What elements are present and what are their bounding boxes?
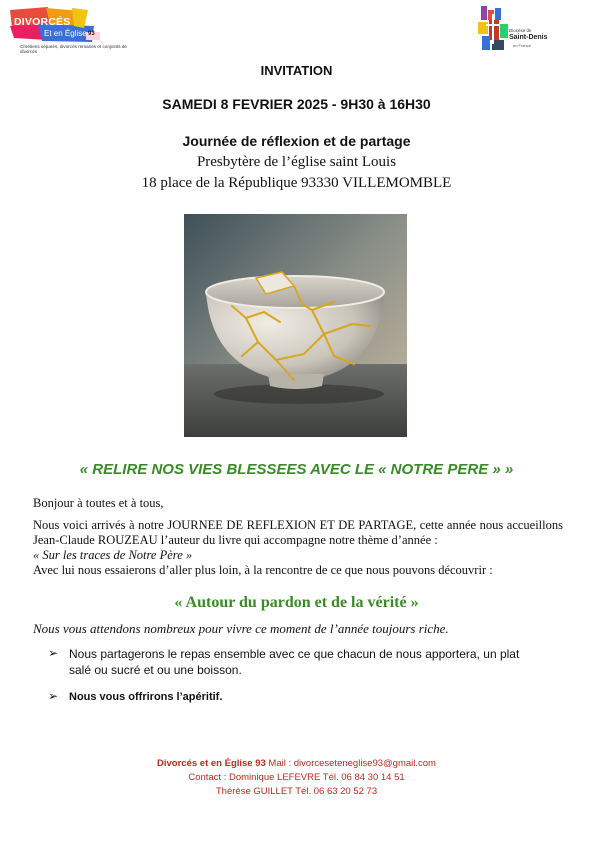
list-item-text: Nous vous offrirons l’apéritif. [69, 691, 223, 703]
invitation-heading: INVITATION [260, 63, 333, 78]
attend-text: Nous vous attendons nombreux pour vivre ce moment de l’année toujours riche. [33, 621, 449, 636]
footer-org-line [0, 756, 593, 771]
book-title: « Sur les traces de Notre Père » [33, 548, 193, 562]
diocese-line2: Saint-Denis [509, 34, 548, 41]
list-item [48, 646, 558, 680]
arrow-bullet-icon: ➢ [48, 689, 59, 703]
footer-mail[interactable]: Mail : divorceseteneglise93@gmail.com [265, 758, 436, 769]
logo-tagline: Chrétiens séparés, divorcés remariés et conjoints de divorcés [20, 44, 127, 55]
diocese-line3: en France [513, 43, 532, 48]
diocese-cross-icon [478, 6, 510, 52]
theme-title: « RELIRE NOS VIES BLESSEES AVEC LE « NOTRE PERE » » [79, 461, 514, 478]
footer-contact2: Thérèse GUILLET Tél. 06 63 20 52 73 [215, 786, 378, 797]
event-address: 18 place de la République 93330 VILLEMOMBLE [141, 175, 452, 191]
list-item-text: Nous partagerons le repas ensemble avec ce que chacun de nous apportera, un plat salé ou sucré et ou une boisson. [69, 647, 520, 677]
footer-contact1: Contact : Dominique LEFEVRE Tél. 06 84 30 14 51 [188, 772, 405, 783]
kintsugi-bowl-photo [184, 214, 407, 437]
divorces-logo [8, 4, 127, 55]
intro-next: Avec lui nous essaierons d’aller plus loin, à la rencontre de ce que nous pouvons découvrir : [33, 563, 493, 577]
arrow-bullet-icon: ➢ [48, 646, 59, 660]
list-item [48, 689, 558, 705]
logo-subtitle: Et en Église [44, 29, 87, 38]
logo-title: DIVORCÉS [14, 16, 71, 28]
subtheme-title: « Autour du pardon et de la vérité » [174, 594, 419, 611]
event-subtitle: Journée de réflexion et de partage [182, 133, 411, 149]
diocese-line1: Diocèse de [509, 28, 532, 33]
intro-paragraph [33, 518, 563, 578]
event-date: SAMEDI 8 FEVRIER 2025 - 9H30 à 16H30 [162, 96, 431, 112]
intro-text: Nous voici arrivés à notre JOURNEE DE REFLEXION ET DE PARTAGE, cette année nous accueillons Jean-Claude ROUZEAU l’auteur du livre qui accompagne notre thème d’année : [33, 518, 563, 547]
greeting: Bonjour à toutes et à tous, [33, 496, 164, 510]
footer-org: Divorcés et en Église 93 [157, 758, 266, 769]
diocese-logo [478, 6, 558, 52]
logo-number: 93 [88, 31, 95, 37]
event-place: Presbytère de l’église saint Louis [196, 154, 397, 170]
